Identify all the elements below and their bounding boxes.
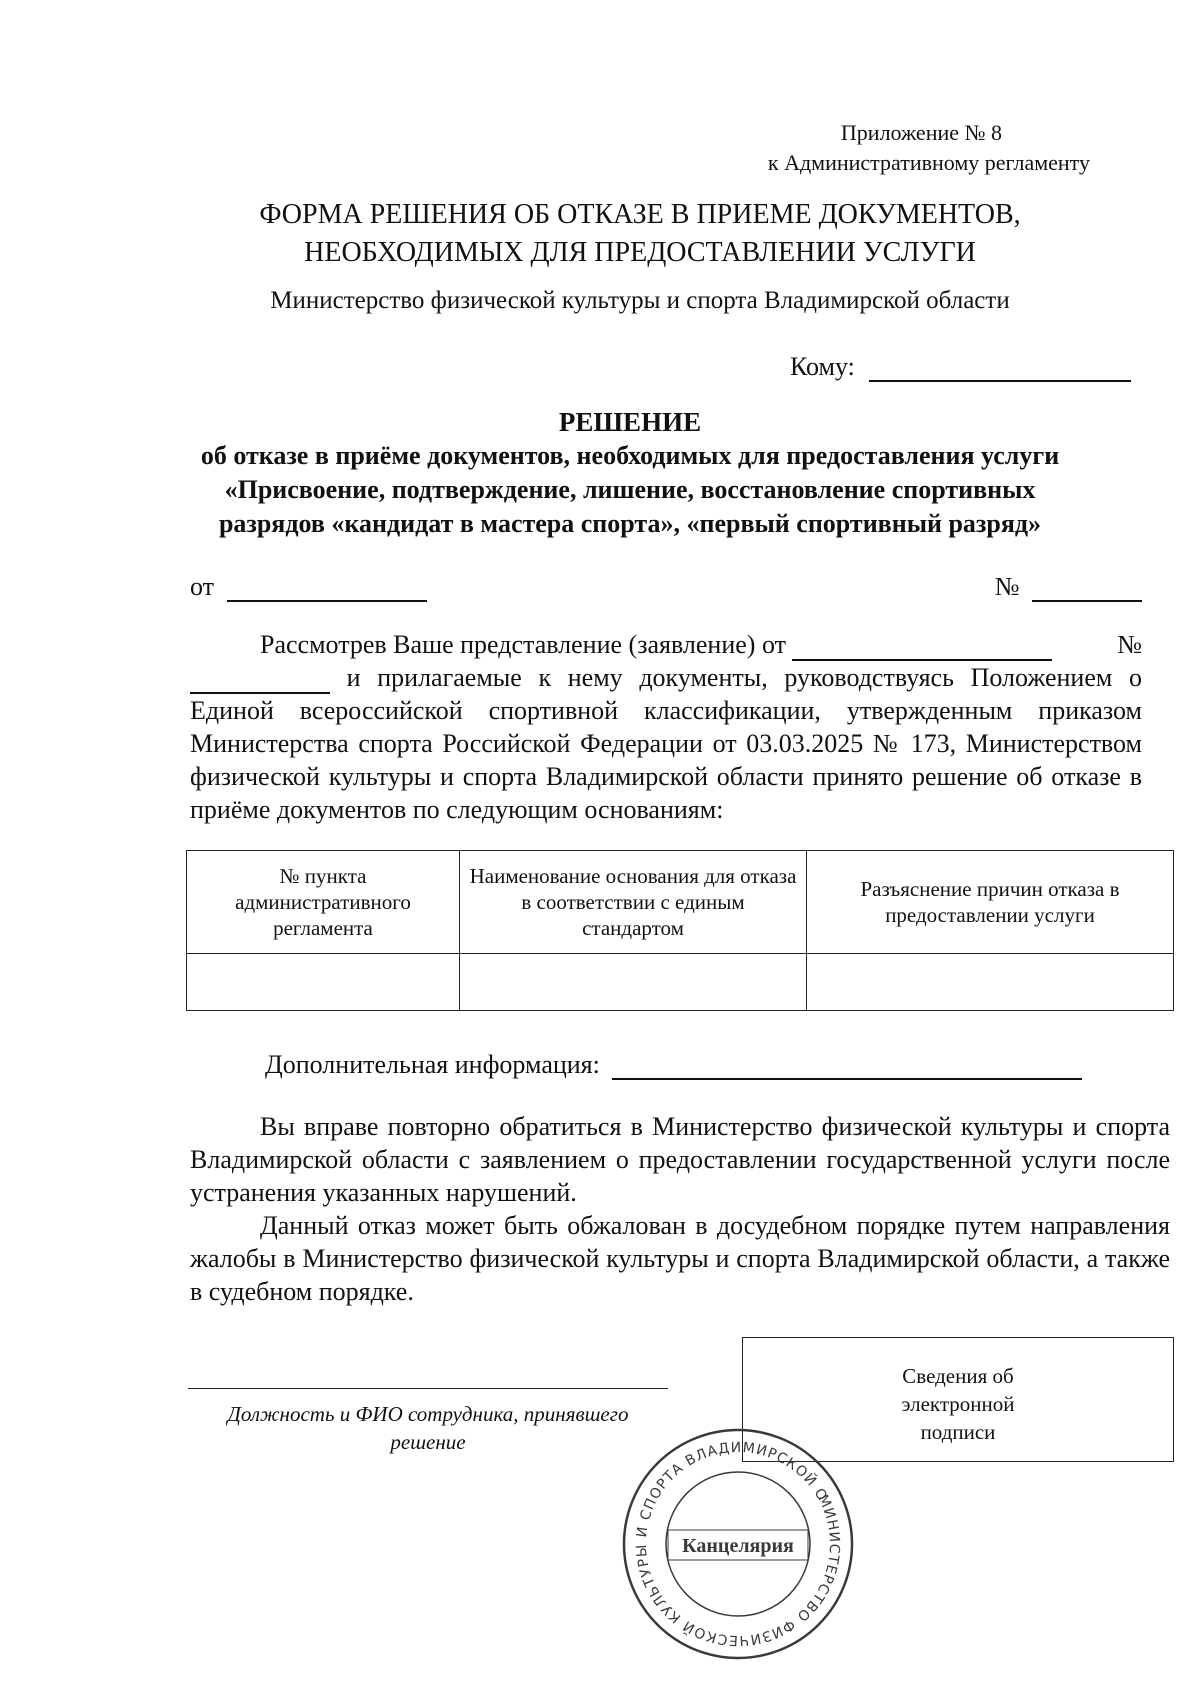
- refusal-grounds-table: [186, 850, 1174, 1011]
- decision-subtitle-line-1: об отказе в приёме документов, необходимых для предоставления услуги: [200, 441, 1060, 470]
- reapply-paragraph: Вы вправе повторно обратиться в Министерство физической культуры и спорта Владимирской области с заявлением о предоставлении государственной услуги после устранения указанных нарушений.: [190, 1112, 1170, 1207]
- table-cell[interactable]: [187, 954, 460, 1011]
- appendix-note: [768, 118, 1090, 178]
- application-date-blank: [792, 637, 1052, 661]
- esig-line-1: Сведения об: [902, 1364, 1014, 1388]
- decision-heading: РЕШЕНИЕ: [558, 407, 702, 437]
- form-title: [0, 196, 1200, 272]
- number-blank-line: [1032, 576, 1142, 602]
- decision-subtitle-line-3: разрядов «кандидат в мастера спорта», «первый спортивный разряд»: [218, 509, 1042, 538]
- office-stamp-seal: [618, 1424, 858, 1664]
- signature-line: [188, 1388, 668, 1389]
- ministry-name: Министерство физической культуры и спорта Владимирской области: [270, 287, 1010, 314]
- form-title-line-2: НЕОБХОДИМЫХ ДЛЯ ПРЕДОСТАВЛЕНИИ УСЛУГИ: [304, 237, 976, 268]
- table-cell[interactable]: [460, 954, 807, 1011]
- form-title-line-1: ФОРМА РЕШЕНИЯ ОБ ОТКАЗЕ В ПРИЕМЕ ДОКУМЕНТОВ,: [259, 199, 1021, 230]
- esig-line-2: электронной: [901, 1392, 1015, 1416]
- date-blank-line: [227, 576, 427, 602]
- body-text-rest: и прилагаемые к нему документы, руководствуясь Положением о Единой всероссийской спортивной классификации, утвержденным приказом Министерства спорта Российской Федерации от 03.03.2025 № 173, Министерством физической культуры и спорта Владимирской области принято решение об отказе в приёме документов по следующим основаниям:: [190, 663, 1142, 824]
- table-row: [187, 954, 1174, 1011]
- appendix-number: Приложение № 8: [840, 120, 1002, 145]
- esig-line-3: подписи: [920, 1420, 996, 1444]
- body-text-start: Рассмотрев Ваше представление (заявление) от: [260, 630, 786, 659]
- additional-info-label: Дополнительная информация:: [265, 1050, 600, 1079]
- signature-caption: Должность и ФИО сотрудника, принявшего решение: [227, 1402, 629, 1454]
- recipient-blank-line: [869, 354, 1131, 382]
- date-field: [190, 572, 427, 602]
- appendix-reference: к Административному регламенту: [767, 150, 1090, 175]
- number-field: [995, 572, 1142, 602]
- decision-heading-block: [0, 405, 1200, 541]
- recipient-label: Кому:: [790, 352, 855, 381]
- additional-info-blank-line: [612, 1054, 1082, 1080]
- column-header-refusal-ground: Наименование основания для отказа в соответствии с единым стандартом: [460, 851, 807, 954]
- decision-body-paragraph: [190, 628, 1142, 826]
- number-label: №: [994, 572, 1020, 601]
- stamp-center-text: Канцелярия: [682, 1535, 794, 1557]
- column-header-regulation-item: № пункта административного регламента: [187, 851, 460, 954]
- recipient-field: [790, 352, 1131, 382]
- application-number-label: №: [1117, 630, 1142, 659]
- stamp-ring-text: МИНИСТЕРСТВО ФИЗИЧЕСКОЙ КУЛЬТУРЫ И СПОРТА ВЛАДИМИРСКОЙ ОБЛАСТИ: [633, 1439, 843, 1649]
- table-cell[interactable]: [807, 954, 1174, 1011]
- closing-paragraphs: [190, 1110, 1170, 1308]
- appeal-paragraph: Данный отказ может быть обжалован в досудебном порядке путем направления жалобы в Министерство физической культуры и спорта Владимирской области, а также в судебном порядке.: [190, 1211, 1170, 1306]
- date-label: от: [190, 572, 215, 601]
- application-number-blank: [190, 670, 330, 694]
- decision-subtitle-line-2: «Присвоение, подтверждение, лишение, восстановление спортивных: [224, 475, 1036, 504]
- additional-info-field: [265, 1050, 1082, 1080]
- table-header-row: [187, 851, 1174, 954]
- column-header-refusal-explanation: Разъяснение причин отказа в предоставлении услуги: [807, 851, 1174, 954]
